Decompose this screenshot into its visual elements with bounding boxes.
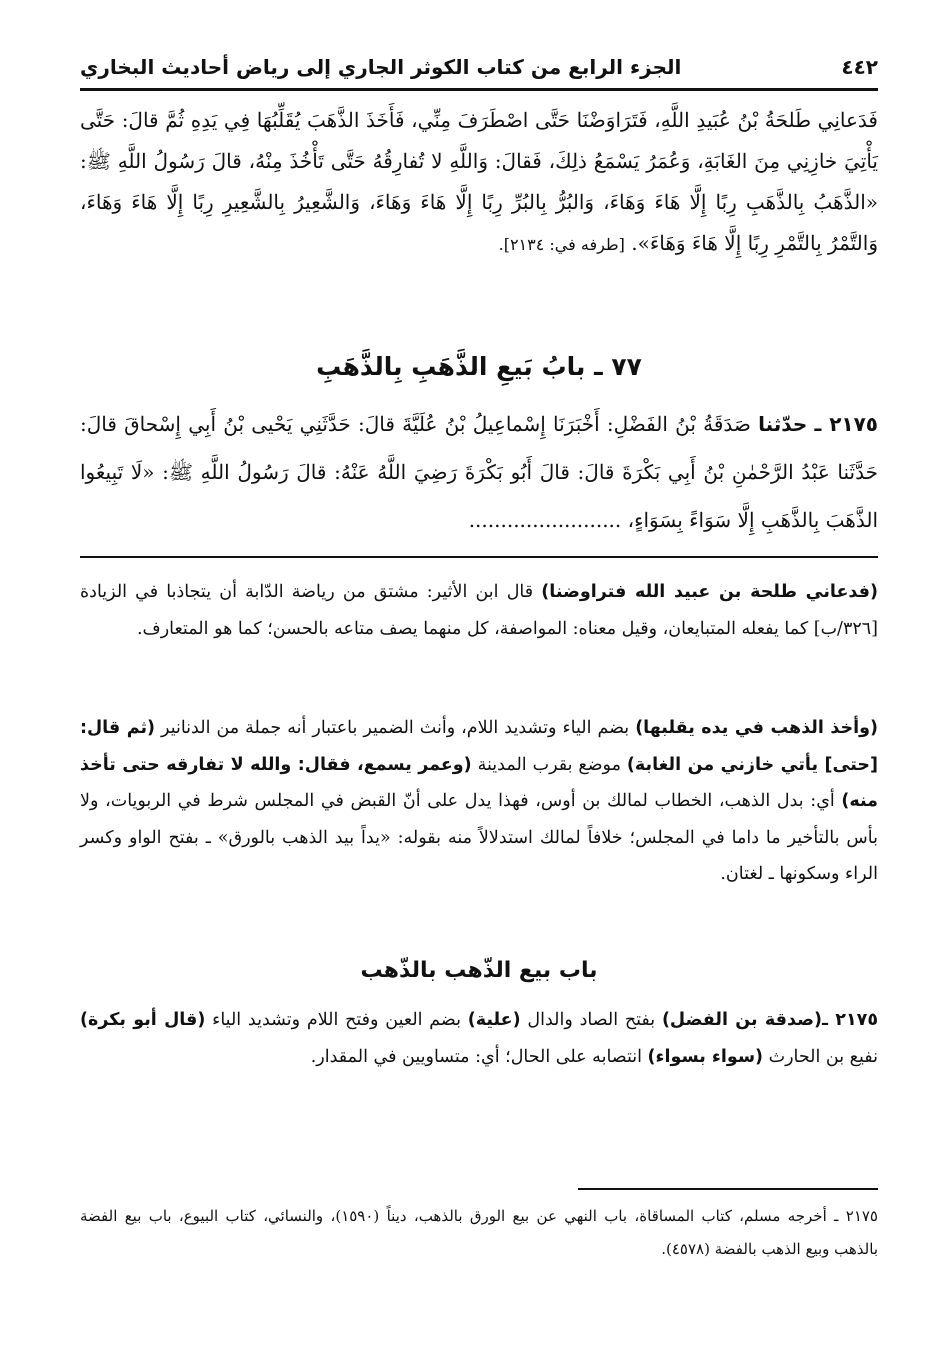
hadith-text: فَدَعانِي طَلحَةُ بْنُ عُبَيدِ اللَّهِ، فَتَرَاوَضْنَا حَتَّى اصْطَرَفَ مِنِّي، فَأَخَذَ الذَّهَبَ يُقَلِّبُهَا فِي يَدِهِ ثُمَّ قالَ: حَتَّى يَأْتِيَ خازِنِي مِنَ الغَابَةِ، وَعُمَرُ يَسْمَعُ ذلِكَ، فَقالَ: وَاللَّهِ لا تُفارِقُهُ حَتَّى تَأْخُذَ مِنْهُ، قالَ رَسُولُ اللَّهِ ﷺ: «الذَّهَبُ بِالذَّهَبِ رِبًا إِلَّا هَاءَ وَهَاءَ، وَالبُرُّ بِالبُرِّ رِبًا إِلَّا هَاءَ وَهَاءَ، وَالشَّعِيرُ بِالشَّعِيرِ رِبًا إِلَّا هَاءَ وَهَاءَ، وَالتَّمْرُ بِالتَّمْرِ رِبًا إِلَّا هَاءَ وَهَاءَ». (80, 108, 878, 255)
hadith-2175 (80, 400, 878, 544)
commentary-lemma: (قال أبو بكرة) (80, 1010, 206, 1030)
section-divider (80, 556, 878, 558)
commentary-text: قال ابن الأثير: مشتق من رياضة الدّابة أن يتجاذبا في الزيادة [٣٢٦/ب] كما يفعله المتبايعان، وقيل معناه: المواصفة، كل منهما يصف متاعه بالحسن؛ كما هو المتعارف. (80, 582, 878, 639)
commentary-text: بضم الياء وتشديد اللام، وأنث الضمير باعتبار أنه جملة من الدنانير (155, 718, 636, 738)
commentary-lemma: (سواء بسواء) (647, 1046, 764, 1067)
commentary-text: موضع بقرب المدينة (471, 754, 627, 775)
commentary-lemma: (وأخذ الذهب في يده يقلبها) (635, 718, 878, 738)
commentary-text: بضم العين وفتح اللام وتشديد الياء (205, 1010, 468, 1030)
footnote-text: ٢١٧٥ ـ أخرجه مسلم، كتاب المساقاة، باب النهي عن بيع الورق بالذهب، ديناً (١٥٩٠)، والنسائي، كتاب البيوع، باب بيع الفضة بالذهب وبيع الذهب بالفضة (٤٥٧٨). (80, 1207, 878, 1258)
commentary-lemma: (وعمر يسمع، فقال: والله لا تفارقه حتى تأخذ منه) (80, 754, 878, 811)
commentary-chapter-heading: باب بيع الذّهب بالذّهب (360, 958, 598, 983)
commentary-lemma: (علية) (467, 1010, 521, 1030)
ellipsis-dots: ........................ (468, 508, 622, 532)
commentary-lemma: (فدعاني طلحة بن عبيد الله فتراوضنا) (541, 582, 878, 602)
commentary-text: نفيع بن الحارث (763, 1046, 878, 1067)
hadith-number: ٢١٧٥ ـ (814, 412, 879, 436)
page-header (80, 46, 878, 88)
footnote-divider (578, 1188, 878, 1190)
commentary-paragraph (80, 574, 878, 647)
commentary-text: بفتح الصاد والدال (520, 1010, 662, 1030)
running-title: الجزء الرابع من كتاب الكوثر الجاري إلى رياض أحاديث البخاري (80, 55, 682, 79)
page-number: ٤٤٢ (841, 55, 878, 79)
hadith-continued (80, 100, 878, 265)
hadith-text: صَدَقَةُ بْنُ الفَضْلِ: أَخْبَرَنَا إِسْماعِيلُ بْنُ عُلَيَّةَ قالَ: حَدَّثَنِي يَحْيى بْنُ أَبِي إِسْحاقَ قالَ: حَدَّثَنا عَبْدُ الرَّحْمٰنِ بْنُ أَبِي بَكْرَةَ قالَ: قالَ أَبُو بَكْرَةَ رَضِيَ اللَّهُ عَنْهُ: قالَ رَسُولُ اللَّهِ ﷺ: «لَا تَبِيعُوا الذَّهَبَ بِالذَّهَبِ إِلَّا سَوَاءً بِسَوَاءٍ، (80, 412, 878, 532)
footnote (80, 1200, 878, 1266)
commentary-lemma: (صدقة بن الفضل) (661, 1010, 822, 1030)
commentary-text: أي: بدل الذهب، الخطاب لمالك بن أوس، فهذا يدل على أنّ القبض في المجلس شرط في الربويات، ولا بأس بالتأخير ما داما في المجلس؛ خلافاً لمالك استدلالاً منه بقوله: «يداً بيد الذهب بالورق» ـ بفتح الواو وكسر الراء وسكونها ـ لغتان. (80, 791, 878, 884)
commentary-paragraph (80, 710, 878, 893)
header-divider (80, 88, 878, 91)
commentary-number: ٢١٧٥ ـ (821, 1010, 879, 1030)
hadith-reference: [طرفه في: ٢١٣٤]. (498, 235, 625, 254)
commentary-lemma: (ثم قال: [حتى] يأتي خازني من الغابة) (80, 718, 878, 775)
chapter-heading: ٧٧ ـ بابُ بَيعِ الذَّهَبِ بِالذَّهَبِ (316, 352, 642, 381)
commentary-text: انتصابه على الحال؛ أي: متساويين في المقدار. (310, 1046, 648, 1067)
hadith-haddathana: حدّثنا (758, 412, 808, 436)
commentary-paragraph (80, 1002, 878, 1075)
